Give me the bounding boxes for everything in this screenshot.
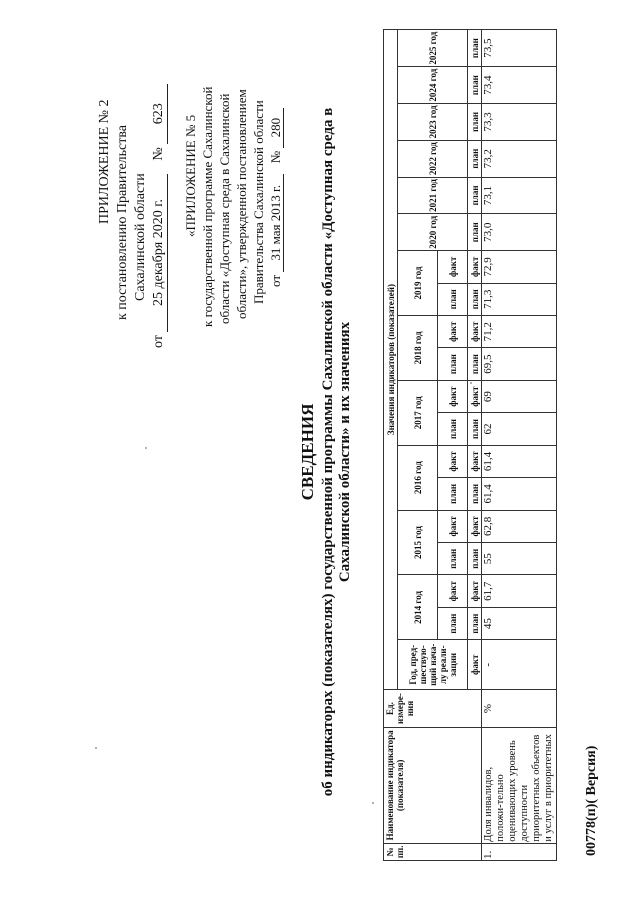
decree-number: 623 [151,84,168,144]
value-cell: 69 [482,380,557,412]
header-plan: план [438,543,468,575]
header-plan: план [468,214,482,251]
program-decree-date: 31 мая 2013 г. [268,174,284,272]
header-fact: факт [468,445,482,477]
table-row [482,30,557,861]
appendix5-line-4: Правительства Сахалинской области [251,100,266,304]
value-cell: 73,3 [482,104,557,141]
row-indicator-name: Доля инвалидов, положи-тельно оценивающих уровень доступности приоритетных объектов и услуг в приоритетных [482,727,557,843]
appendix-line-1: к постановлению Правительства [115,124,130,320]
appendix5-line-1: к государственной программе Сахалинской [200,86,215,327]
from-label: от [151,335,166,348]
value-cell: 61,7 [482,575,557,607]
header-year-2016: 2016 год [398,445,438,510]
header-plan: план [438,283,468,315]
header-plan: план [468,413,482,445]
number-label: № [151,147,166,161]
header-year-2019: 2019 год [398,251,438,316]
header-plan: план [468,543,482,575]
header-plan: план [468,140,482,177]
appendix-line-2: Сахалинской области [133,173,148,301]
heading-line-1: об индикаторах (показателях) государственной программы Сахалинской области «Доступная среда в [320,107,336,797]
value-cell: 69,5 [482,348,557,380]
appendix5-date-line [268,108,284,287]
scan-speck [470,382,472,384]
header-year-2023: 2023 год [398,104,468,141]
header-plan: план [438,413,468,445]
header-year-2024: 2024 год [398,67,468,104]
scan-speck [145,447,147,449]
header-plan: план [468,348,482,380]
header-plan: план [468,104,482,141]
header-fact: факт [468,380,482,412]
header-fact: факт [438,510,468,542]
header-year-2020: 2020 год [398,214,468,251]
header-year-2021: 2021 год [398,177,468,214]
header-year-2022: 2022 год [398,140,468,177]
header-values: Значения индикаторов (показателей) [384,30,398,690]
header-year-2025: 2025 год [398,30,468,67]
header-plan: план [468,67,482,104]
header-plan: план [438,607,468,639]
header-plan: план [468,478,482,510]
value-cell: 72,9 [482,251,557,283]
row-prev-year-value: - [482,640,557,690]
number-label-2: № [268,150,283,164]
appendix-date-line [151,84,168,348]
scan-speck [95,747,97,749]
program-decree-number: 280 [268,108,284,148]
decree-date: 25 декабря 2020 г. [151,174,168,332]
appendix-title: ПРИЛОЖЕНИЕ № 2 [97,99,112,224]
value-cell: 73,0 [482,214,557,251]
document-heading: СВЕДЕНИЯ [298,403,317,501]
value-cell: 73,1 [482,177,557,214]
value-cell: 61,4 [482,478,557,510]
row-unit: % [482,690,557,728]
header-fact: факт [468,315,482,347]
header-year-2014: 2014 год [398,575,438,640]
value-cell: 45 [482,607,557,639]
header-fact: факт [468,510,482,542]
header-year-2018: 2018 год [398,315,438,380]
value-cell: 71,2 [482,315,557,347]
header-fact: факт [468,640,482,690]
header-plan: план [468,283,482,315]
value-cell: 55 [482,543,557,575]
value-cell: 62,8 [482,510,557,542]
indicators-table [383,29,557,861]
value-cell: 73,5 [482,30,557,67]
appendix5-line-3: области», утвержденной постановлением [234,89,249,319]
header-fact: факт [468,251,482,283]
header-plan: план [438,348,468,380]
document-footer-id: 00778(п)( Версия) [584,745,599,856]
value-cell: 61,4 [482,445,557,477]
header-fact: факт [438,575,468,607]
value-cell: 62 [482,413,557,445]
value-cell: 73,4 [482,67,557,104]
header-year-2015: 2015 год [398,510,438,575]
row-number: 1. [482,843,557,860]
header-fact: факт [468,575,482,607]
appendix5-line-2: области «Доступная среда в Сахалинской [217,93,232,324]
appendix5-title: «ПРИЛОЖЕНИЕ № 5 [183,114,198,237]
header-plan: план [468,30,482,67]
header-plan: план [468,177,482,214]
header-fact: факт [438,251,468,283]
scan-speck [372,802,374,804]
value-cell: 73,2 [482,140,557,177]
heading-line-2: Сахалинской области» и их значениях [337,321,353,583]
header-prev-year: Год, пред-шествую-щий нача-лу реали-зации [398,640,468,690]
value-cell: 71,3 [482,283,557,315]
header-fact: факт [438,315,468,347]
header-fact: факт [438,445,468,477]
header-fact: факт [438,380,468,412]
header-name: Наименование индикатора (показателя) [384,727,482,843]
header-unit: Ед. измере-ния [384,690,482,728]
header-year-2017: 2017 год [398,380,438,445]
header-plan: план [438,478,468,510]
header-plan: план [468,607,482,639]
header-num: № пп. [384,843,482,860]
from-label-2: от [268,274,283,287]
